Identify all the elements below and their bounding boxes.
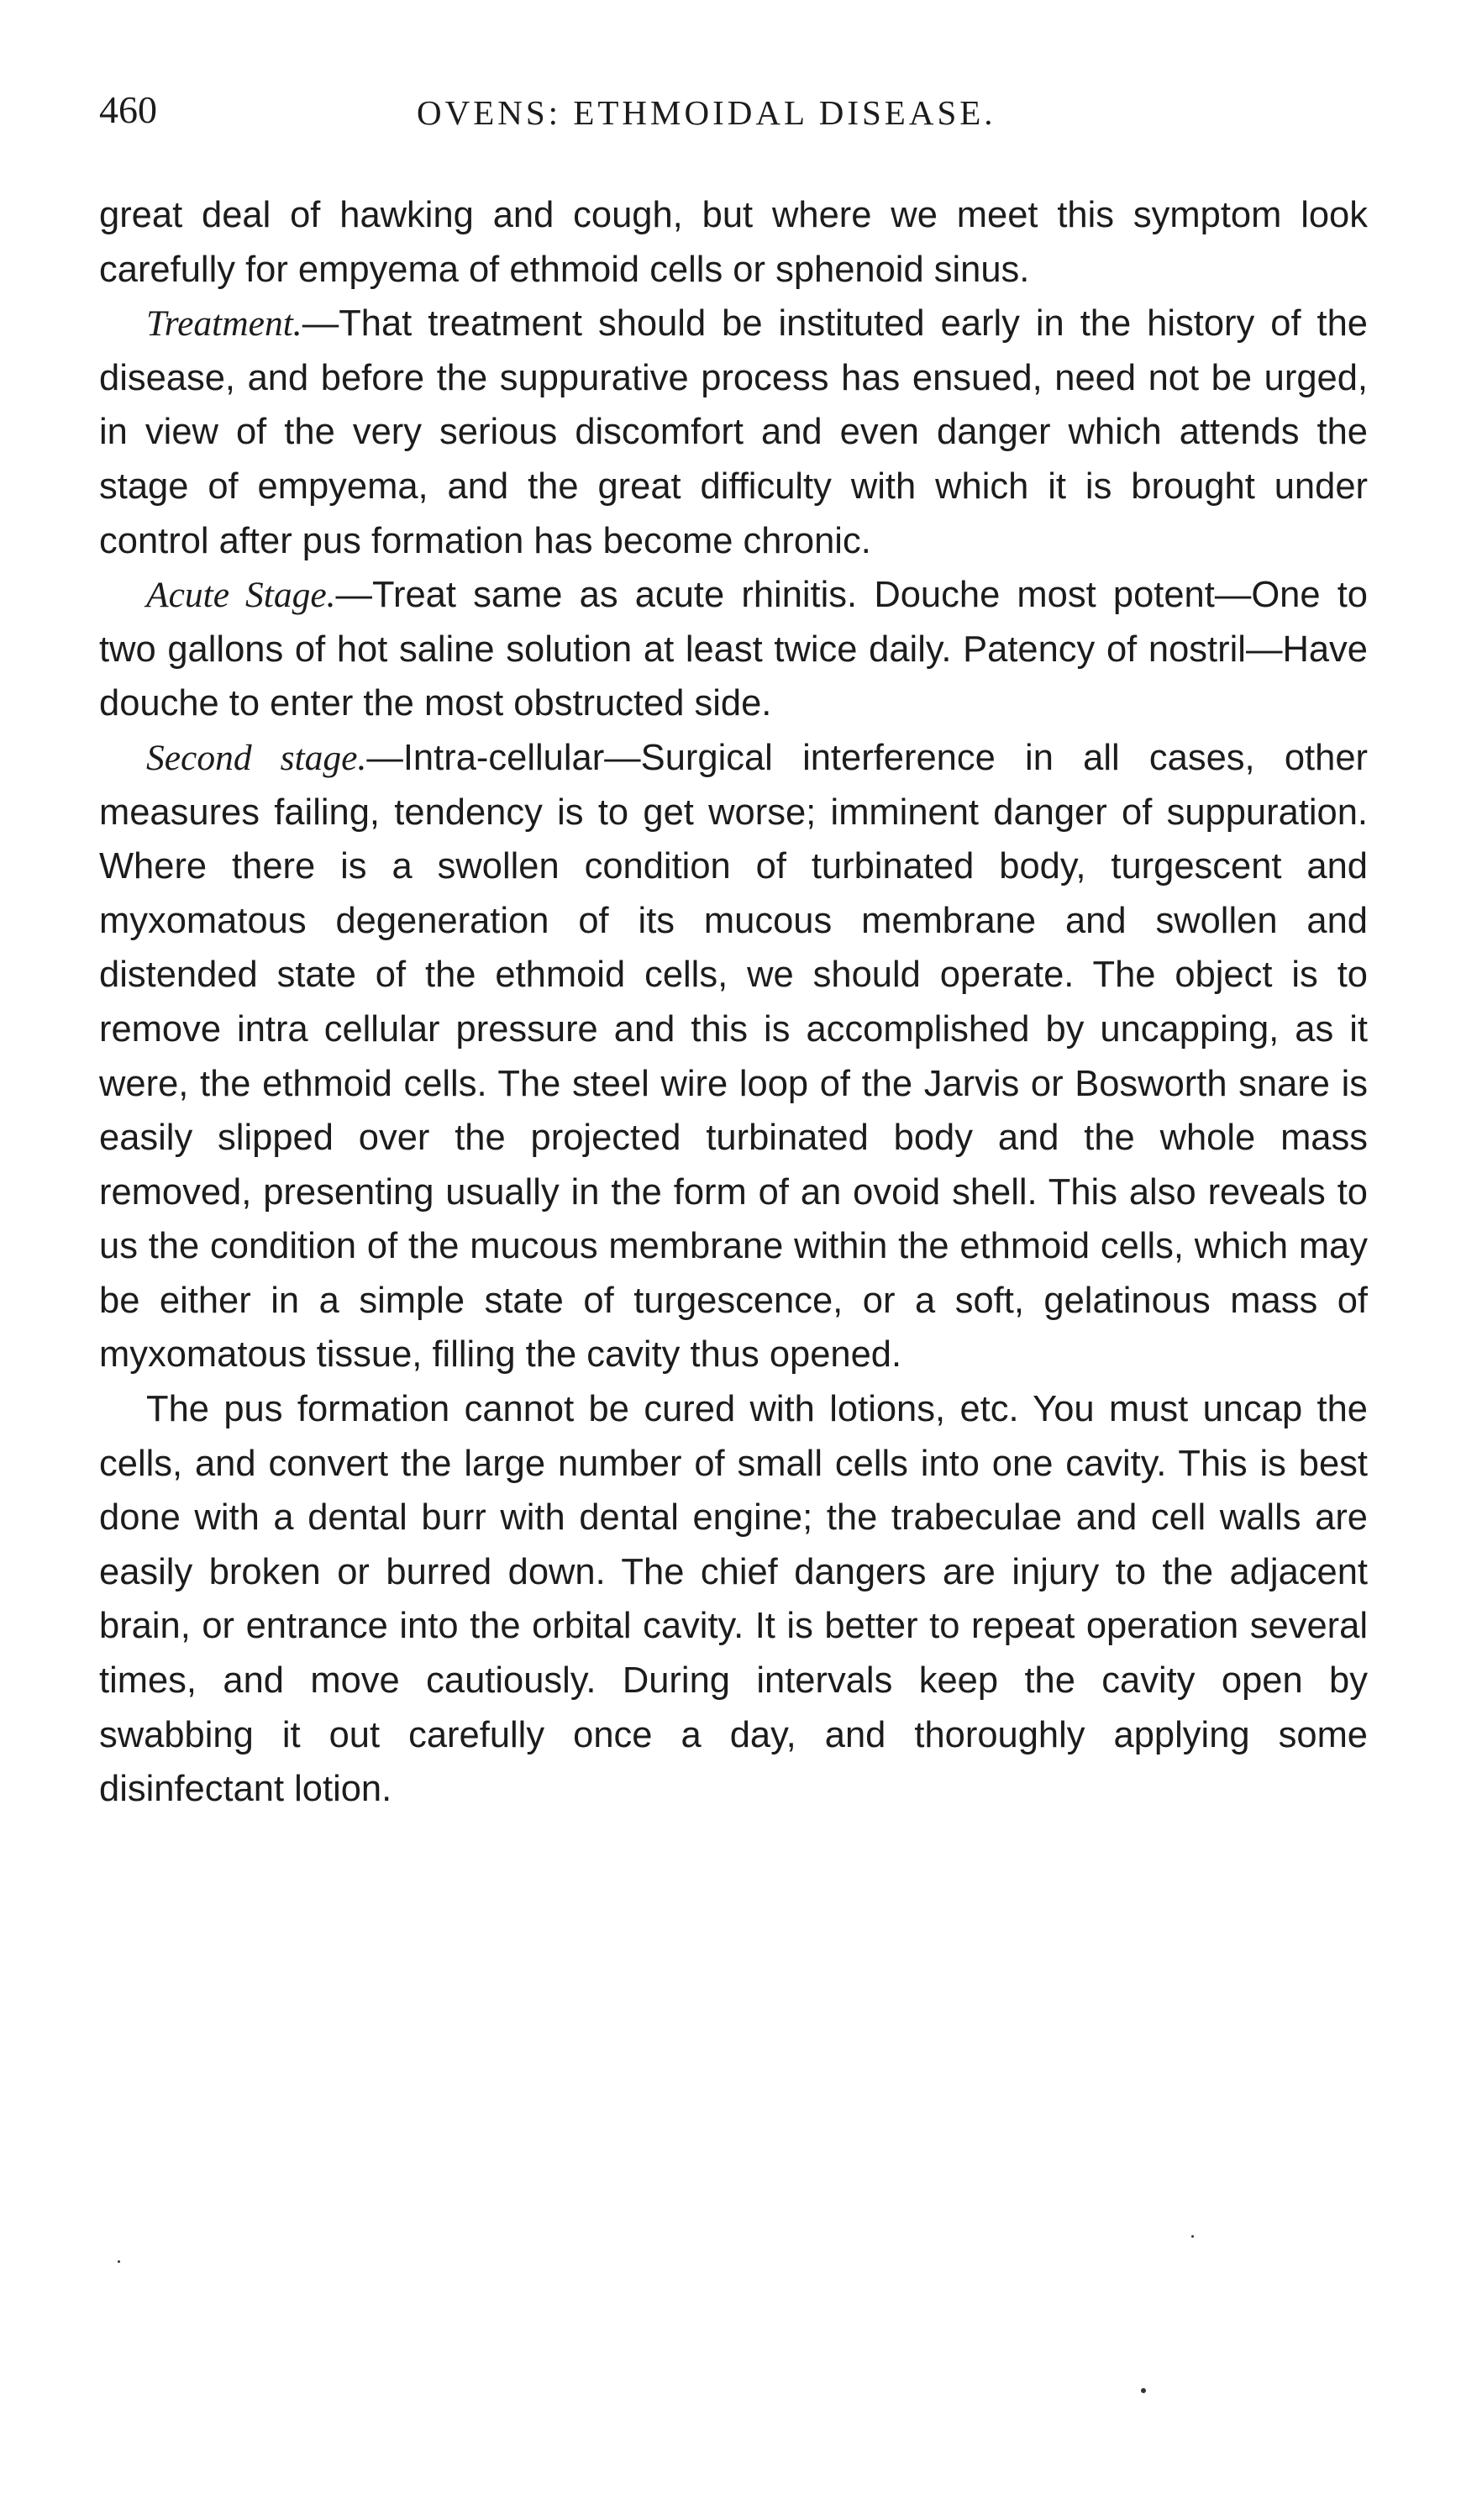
run-in-heading: Treatment.	[146, 303, 302, 345]
scan-speck	[118, 2260, 120, 2263]
paragraph-text: great deal of hawking and cough, but where we meet this symptom look carefully for empyema of ethmoid cells or sphenoid sinus.	[99, 195, 1368, 290]
page	[99, 74, 1368, 1817]
paragraph-continuation	[99, 188, 1368, 297]
scan-speck	[1141, 2388, 1146, 2393]
paragraph-text: The pus formation cannot be cured with lotions, etc. You must uncap the cells, and convert the large number of small cells into one cavity. This is best done with a dental burr with dental engine; the trabeculae and cell walls are easily broken or burred down. The chief dangers are injury to the adjacent brain, or entrance into the orbital cavity. It is better to repeat operation several times, and move cautiously. During intervals keep the cavity open by swabbing it out carefully once a day, and thoroughly applying some disinfectant lotion.	[99, 1389, 1368, 1810]
paragraph-text: —Treat same as acute rhinitis. Douche most potent—One to two gallons of hot saline solution at least twice daily. Patency of nostril—Have douche to enter the most obstructed side.	[99, 575, 1368, 724]
paragraph-text: —Intra-cellular—Surgical interference in all cases, other measures failing, tendency is to get worse; imminent danger of suppuration. Where there is a swollen condition of turbinated body, turgescent and myxomatous degeneration of its mucous membrane and swollen and distended state of the ethmoid cells, we should operate. The object is to remove intra cellular pressure and this is accomplished by uncapping, as it were, the ethmoid cells. The steel wire loop of the Jarvis or Bosworth snare is easily slipped over the projected turbinated body and the whole mass removed, presenting usually in the form of an ovoid shell. This also reveals to us the condition of the mucous membrane within the ethmoid cells, which may be either in a simple state of turgescence, or a soft, gelatinous mass of myxomatous tissue, filling the cavity thus opened.	[99, 737, 1368, 1376]
paragraph-pus-formation	[99, 1382, 1368, 1817]
paragraph-second-stage	[99, 731, 1368, 1382]
page-number: 460	[99, 88, 157, 131]
running-head	[99, 74, 1368, 141]
running-title: OVENS: ETHMOIDAL DISEASE.	[417, 93, 996, 132]
run-in-heading: Acute Stage.	[146, 575, 336, 616]
run-in-heading: Second stage.	[146, 737, 367, 778]
paragraph-treatment	[99, 297, 1368, 568]
paragraph-text: —That treatment should be instituted early in the history of the disease, and before the suppurative process has ensued, need not be urged, in view of the very serious discomfort and even danger which attends the stage of empyema, and the great difficulty with which it is brought under control after pus formation has become chronic.	[99, 303, 1368, 561]
body-text	[99, 188, 1368, 1817]
scan-speck	[1191, 2235, 1194, 2238]
paragraph-acute-stage	[99, 568, 1368, 731]
